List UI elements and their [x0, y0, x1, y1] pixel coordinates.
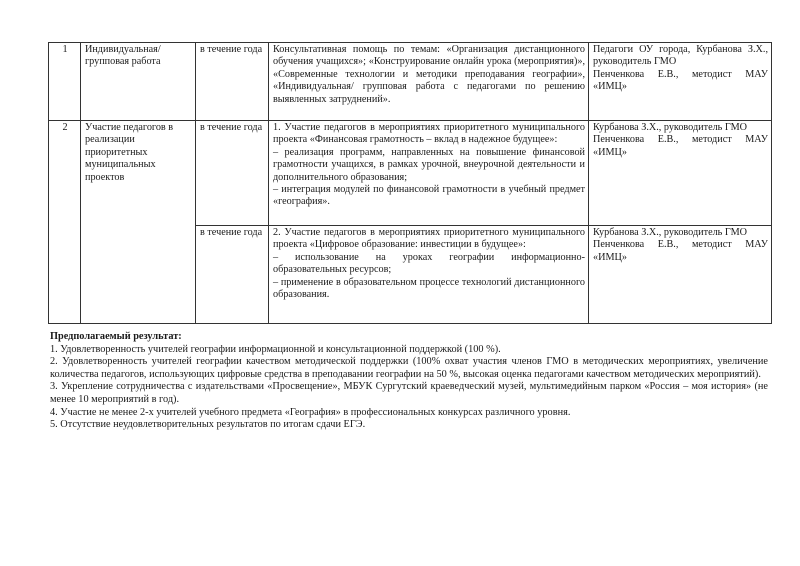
result-item: 5. Отсутствие неудовлетворительных результатов по итогам сдачи ЕГЭ.	[50, 419, 366, 431]
period-cell: в течение года	[196, 121, 269, 226]
responsible-line: Курбанова З.Х., руководитель ГМО	[593, 227, 748, 238]
responsible-line: Пенченкова Е.В., методист МАУ «ИМЦ»	[593, 134, 768, 158]
content-cell	[269, 43, 589, 121]
activity-cell: Индивидуальная/ групповая работа	[81, 43, 196, 121]
row-number: 1	[49, 43, 81, 121]
content-cell	[269, 226, 589, 324]
activity-cell: Участие педагогов в реализации приоритетных муниципальных проектов	[81, 121, 196, 324]
table-row	[49, 121, 772, 226]
responsible-line: Курбанова З.Х., руководитель ГМО	[593, 122, 748, 133]
result-item: 2. Удовлетворенность учителей географии качеством методической поддержки (100% охват участия членов ГМО в методических мероприятиях, увеличение количества педагогов, использующих цифровые средства в преподавании географии на 50 %, высокая оценка педагогами качеством методических мероприятий).	[50, 356, 768, 380]
section-heading: Предполагаемый результат:	[50, 331, 182, 342]
content-cell	[269, 121, 589, 226]
content-line: – реализация программ, направленных на повышение финансовой грамотности учащихся, в рамках урочной, внеурочной деятельности и дополнительного образования;	[273, 146, 585, 183]
result-item: 3. Укрепление сотрудничества с издательствами «Просвещение», МБУК Сургутский краеведческий музей, мультимедийным парком «Россия – моя история» (не менее 10 мероприятий в год).	[50, 381, 768, 405]
plan-table	[48, 42, 772, 324]
row-number: 2	[49, 121, 81, 324]
responsible-line: Педагоги ОУ города, Курбанова З.Х., руководитель ГМО	[593, 44, 768, 68]
period-cell: в течение года	[196, 226, 269, 324]
table-row	[49, 43, 772, 121]
responsible-cell	[589, 121, 772, 226]
content-line: 2. Участие педагогов в мероприятиях приоритетного муниципального проекта «Цифровое образование: инвестиции в будущее»:	[273, 227, 585, 251]
responsible-cell	[589, 226, 772, 324]
responsible-line: Пенченкова Е.В., методист МАУ «ИМЦ»	[593, 68, 768, 93]
result-item: 4. Участие не менее 2-х учителей учебного предмета «География» в профессиональных конкурсах различного уровня.	[50, 406, 571, 418]
content-line: – интеграция модулей по финансовой грамотности в учебный предмет «география».	[273, 184, 585, 208]
content-line: Консультативная помощь по темам: «Организация дистанционного обучения учащихся»; «Конструирование онлайн урока (мероприятия)», «Современные технологии и методики преподавания географии», «Индивидуальная/ групповая работа с педагогами по решению выявленных затруднений».	[273, 44, 585, 105]
responsible-line: Пенченкова Е.В., методист МАУ «ИМЦ»	[593, 239, 768, 263]
content-line: – применение в образовательном процессе технологий дистанционного образования.	[273, 276, 585, 301]
content-line: – использование на уроках географии информационно-образовательных ресурсов;	[273, 251, 585, 276]
result-item: 1. Удовлетворенность учителей географии информационной и консультационной поддержкой (100 %).	[50, 343, 501, 355]
content-line: 1. Участие педагогов в мероприятиях приоритетного муниципального проекта «Финансовая грамотность – вклад в надежное будущее»:	[273, 122, 585, 146]
responsible-cell	[589, 43, 772, 121]
expected-result-section	[50, 331, 768, 432]
period-cell: в течение года	[196, 43, 269, 121]
